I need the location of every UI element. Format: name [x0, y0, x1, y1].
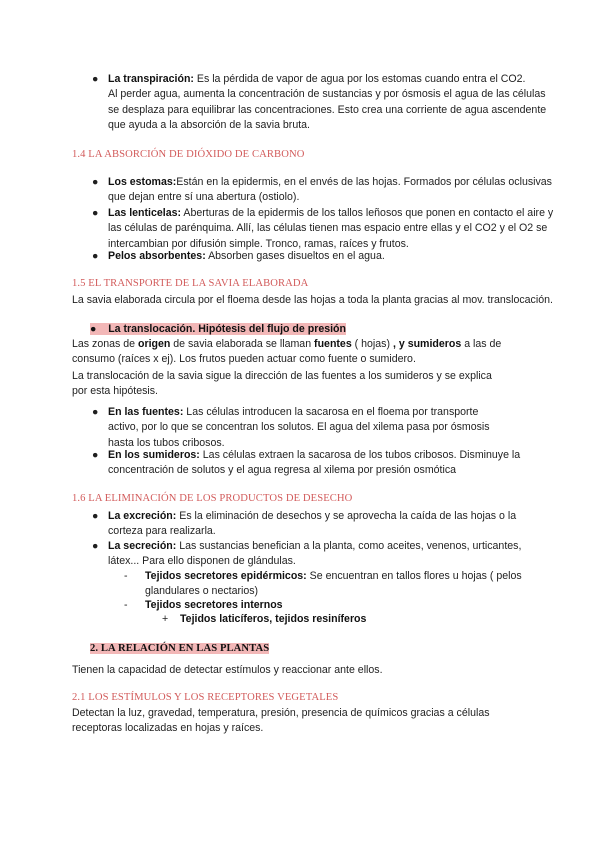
bullet: ● — [92, 176, 99, 188]
epidermicos-item: Tejidos secretores epidérmicos: Se encuentran en tallos flores u hojas ( pelos glandulares o nectarios) — [145, 570, 522, 598]
dash-marker: - — [124, 599, 128, 611]
paragraph-relacion: Tienen la capacidad de detectar estímulos y reaccionar ante ellos. — [72, 664, 383, 676]
fuentes-item: En las fuentes: Las células introducen la sacarosa en el floema por transporte activo, por lo que se concentran los solutos. El agua del xilema pasa por ósmosis hasta los tubos cribosos. — [108, 406, 490, 449]
excrecion-item: La excreción: Es la eliminación de desechos y se aprovecha la caída de las hojas o la corteza para realizarla. — [108, 510, 517, 538]
paragraph-estimulos: Detectan la luz, gravedad, temperatura, presión, presencia de químicos gracias a células receptoras localizadas en hojas y raíces. — [72, 707, 490, 735]
heading-2: 2. LA RELACIÓN EN LAS PLANTAS — [90, 643, 270, 654]
paragraph-translocacion: La translocación de la savia sigue la dirección de las fuentes a los sumideros y se explica por esta hipótesis. — [72, 370, 492, 398]
heading-1-5: 1.5 EL TRANSPORTE DE LA SAVIA ELABORADA — [72, 278, 309, 289]
bullet: ● — [92, 406, 99, 418]
estomas-item: Los estomas:Están en la epidermis, en el envés de las hojas. Formados por células oclusivas que dejan entre sí una abertura (ostiolo). — [108, 176, 552, 204]
pelos-item: Pelos absorbentes: Absorben gases disueltos en el agua. — [108, 250, 385, 262]
heading-1-6: 1.6 LA ELIMINACIÓN DE LOS PRODUCTOS DE DESECHO — [72, 493, 353, 504]
term-transpiracion: La transpiración: — [108, 73, 194, 85]
heading-1-4: 1.4 LA ABSORCIÓN DE DIÓXIDO DE CARBONO — [72, 149, 305, 160]
dash-marker: - — [124, 570, 128, 582]
bullet: ● — [92, 449, 99, 461]
secrecion-item: La secreción: Las sustancias benefician a la planta, como aceites, venenos, urticantes, látex... Para ello disponen de glándulas. — [108, 540, 522, 568]
internos-item: Tejidos secretores internos — [145, 599, 283, 611]
lenticelas-item: Las lenticelas: Aberturas de la epidermis de los tallos leñosos que ponen en contacto el aire y las células de parénquima. Allí, las células tienen mas espacio entre ellas y el CO2 y el O2 se intercambian por difusión simple. Tronco, ramas, raíces y frutos. — [108, 207, 554, 250]
bullet: ● — [92, 250, 99, 262]
laticiferos-item: Tejidos laticíferos, tejidos resiníferos — [180, 613, 367, 625]
paragraph-zonas: Las zonas de origen de savia elaborada se llaman fuentes ( hojas) , y sumideros a las de consumo (raíces x ej). Los frutos pueden actuar como fuente o sumidero. — [72, 338, 502, 366]
heading-2-1: 2.1 LOS ESTÍMULOS Y LOS RECEPTORES VEGETALES — [72, 692, 339, 703]
bullet: ● — [92, 510, 99, 522]
transpiration-item: La transpiración: Es la pérdida de vapor de agua por los estomas cuando entra el CO2. Al perder agua, aumenta la concentración de sustancias y por ósmosis el agua de las células se desplaza para equilibrar las concentraciones. Esto crea una corriente de agua ascendente que ayuda a la absorción de la savia bruta. — [108, 73, 547, 132]
plus-marker: + — [162, 613, 169, 625]
bullet: ● — [92, 207, 99, 219]
sumideros-item: En los sumideros: Las células extraen la sacarosa de los tubos cribosos. Disminuye la concentración de solutos y el agua regresa al xilema por presión osmótica — [108, 449, 521, 477]
highlighted-subheading: ● La translocación. Hipótesis del flujo de presión — [90, 323, 347, 335]
bullet: ● — [92, 540, 99, 552]
bullet: ● — [92, 73, 99, 85]
paragraph-intro: La savia elaborada circula por el floema desde las hojas a toda la planta gracias al mov. translocación. — [72, 294, 553, 306]
